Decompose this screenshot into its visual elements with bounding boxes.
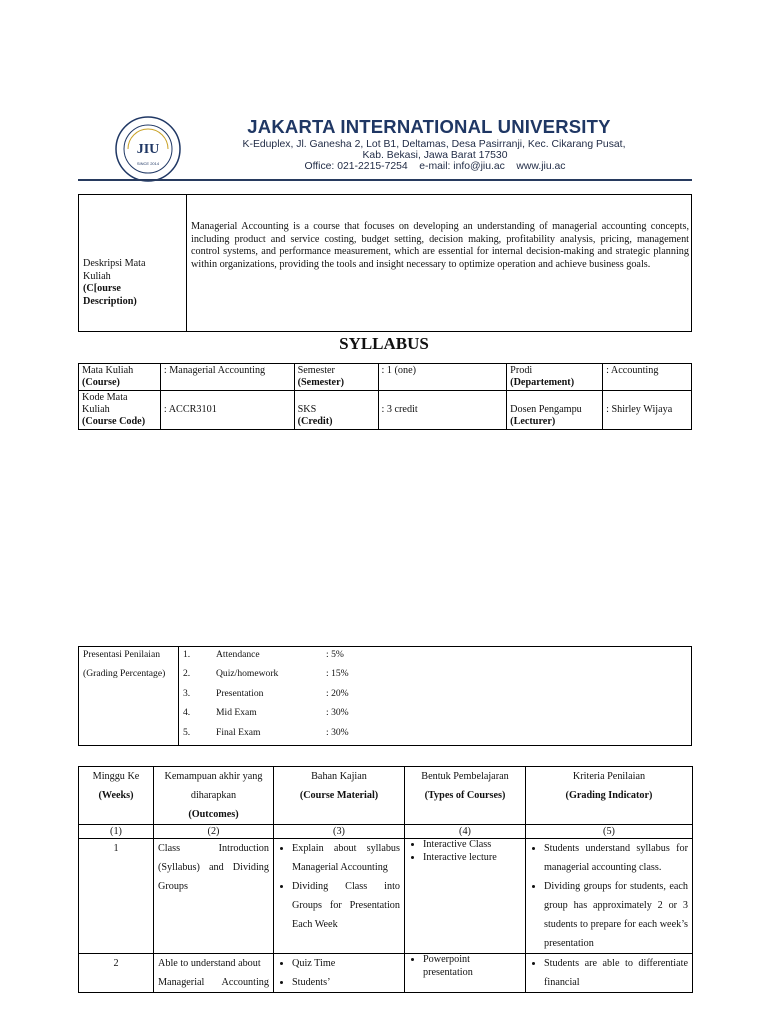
list-item: • Explain about syllabus Managerial Accounting (292, 839, 400, 877)
description-label-line: (C[ourse (83, 283, 121, 294)
address-line-3: Office: 021-2215-7254 e-mail: info@jiu.ac www.jiu.ac (304, 161, 566, 172)
course-value: : Managerial Accounting (160, 364, 294, 391)
prodi-value: : Accounting (603, 364, 692, 391)
grading-item: 1. Attendance : 5% (183, 649, 344, 660)
logo-since: SINCE 2014 (136, 161, 160, 166)
semester-label: Semester (Semester) (294, 364, 378, 391)
types-cell (405, 954, 526, 993)
outcome-cell: Able to understand about Managerial Accounting (154, 954, 274, 993)
course-info-table (78, 363, 692, 430)
list-item: • Dividing Class into Groups for Presentation Each Week (292, 877, 400, 934)
indicator-cell (526, 839, 693, 954)
description-label-line: Deskripsi Mata (83, 258, 146, 269)
prodi-label: Prodi (Departement) (507, 364, 603, 391)
course-label: Mata Kuliah (Course) (79, 364, 161, 391)
list-item: • Powerpoint presentation (423, 954, 521, 979)
column-number: (1) (79, 825, 154, 839)
description-label (83, 258, 183, 308)
grading-label-en: (Grading Percentage) (83, 668, 166, 679)
header-divider (78, 179, 692, 181)
lecturer-value: : Shirley Wijaya (603, 391, 692, 430)
header-outcomes: Kemampuan akhir yang diharapkan (Outcomes) (154, 767, 274, 825)
column-number: (5) (526, 825, 693, 839)
university-logo (114, 115, 182, 183)
address-line-1: K-Eduplex, Jl. Ganesha 2, Lot B1, Deltamas, Desa Pasirranji, Kec. Cikarang Pusat, (242, 139, 626, 150)
course-code-label: Kode Mata Kuliah (Course Code) (79, 391, 161, 430)
description-label-line: Kuliah (83, 270, 111, 282)
material-cell (274, 954, 405, 993)
university-name: JAKARTA INTERNATIONAL UNIVERSITY (247, 116, 611, 137)
list-item: • Interactive Class (423, 839, 521, 852)
grading-percentage-table (78, 646, 692, 746)
sks-value: : 3 credit (378, 391, 507, 430)
list-item: • Students understand syllabus for managerial accounting class. (544, 839, 688, 877)
table-row (79, 839, 693, 954)
description-label-line: Description) (83, 295, 137, 307)
header-types-of-courses: Bentuk Pembelajaran (Types of Courses) (405, 767, 526, 825)
column-number: (2) (154, 825, 274, 839)
header-weeks: Minggu Ke (Weeks) (79, 767, 154, 825)
syllabus-title: SYLLABUS (339, 334, 429, 353)
description-text: Managerial Accounting is a course that focuses on developing an understanding of managerial accounting concepts, including product and service costing, budget setting, decision making, profitability analysis, pricing, management control systems, and performance measurement, which are essential for internal decision-making and strategic planning within organizations, providing the tools and insight necessary to optimize operation and achieve business goals. (191, 221, 689, 270)
header-grading-indicator: Kriteria Penilaian (Grading Indicator) (526, 767, 693, 825)
list-item: • Dividing groups for students, each group has approximately 2 or 3 students to prepare for each week’s presentation (544, 877, 688, 953)
outcome-cell: Class Introduction (Syllabus) and Dividing Groups (154, 839, 274, 954)
material-cell (274, 839, 405, 954)
logo-text: JIU (136, 142, 160, 157)
column-number: (3) (274, 825, 405, 839)
semester-value: : 1 (one) (378, 364, 507, 391)
course-code-value: : ACCR3101 (160, 391, 294, 430)
column-number: (4) (405, 825, 526, 839)
header-course-material: Bahan Kajian (Course Material) (274, 767, 405, 825)
indicator-cell (526, 954, 693, 993)
table-row (79, 954, 693, 993)
lecturer-label: Dosen Pengampu (Lecturer) (507, 391, 603, 430)
types-cell (405, 839, 526, 954)
week-number: 1 (79, 839, 154, 954)
grading-label-cell (79, 647, 179, 745)
list-item: • Students’ (292, 973, 400, 992)
address-line-2: Kab. Bekasi, Jawa Barat 17530 (362, 150, 508, 161)
list-item: • Quiz Time (292, 954, 400, 973)
sks-label: SKS (Credit) (294, 391, 378, 430)
week-number: 2 (79, 954, 154, 993)
weekly-plan-table (78, 766, 693, 993)
grading-item: 5. Final Exam : 30% (183, 727, 349, 738)
list-item: • Students are able to differentiate financial (544, 954, 688, 992)
grading-label: Presentasi Penilaian (83, 649, 160, 660)
grading-item: 3. Presentation : 20% (183, 688, 349, 699)
list-item: • Interactive lecture (423, 852, 521, 865)
grading-item: 4. Mid Exam : 30% (183, 707, 349, 718)
course-description-table (78, 194, 692, 332)
grading-item: 2. Quiz/homework : 15% (183, 668, 349, 679)
